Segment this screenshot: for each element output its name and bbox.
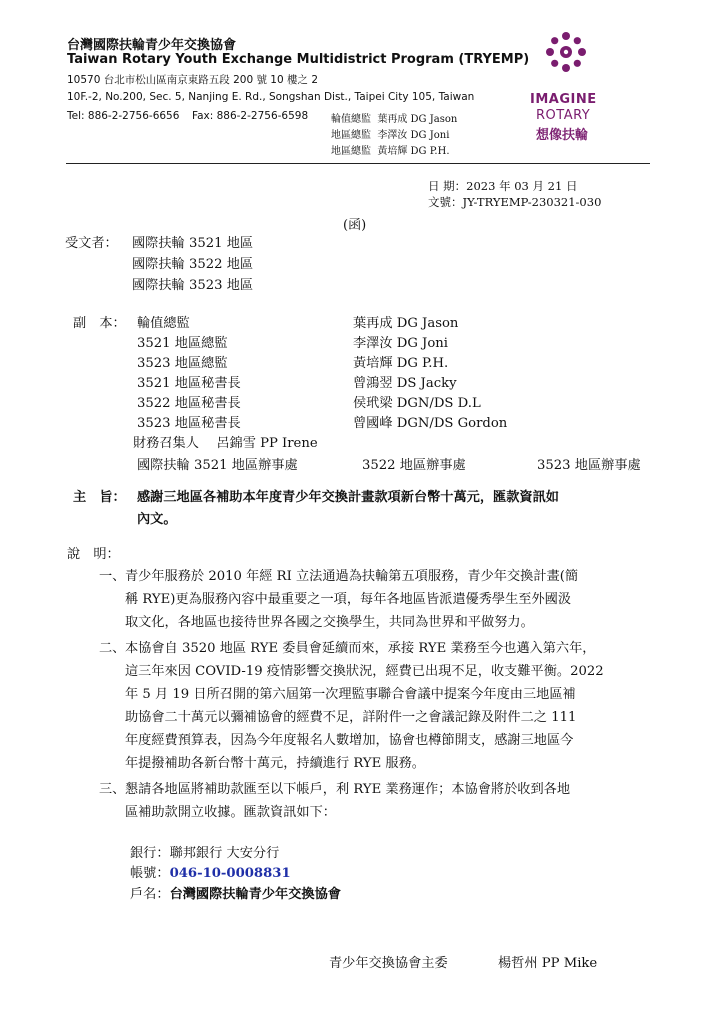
- rotary-wheel-icon: [544, 30, 588, 74]
- account-row: [130, 862, 291, 885]
- org-name-en: Taiwan Rotary Youth Exchange Multidistrict Program (TRYEMP): [67, 52, 530, 67]
- fax: Fax: 886-2-2756-6598: [192, 110, 309, 122]
- governor-name: 黃培輝 DG P.H.: [377, 146, 450, 157]
- governor-name: 葉再成 DG Jason: [377, 114, 458, 125]
- cc-title: 3521 地區秘書長: [137, 376, 241, 391]
- logo-line-zh: 想像扶輪: [536, 128, 589, 143]
- governor-row: [331, 142, 450, 157]
- cc-office: 3522 地區辦事處: [362, 458, 466, 473]
- account-number: 046-10-0008831: [169, 866, 291, 881]
- header-divider: [66, 163, 650, 164]
- cc-name: 曾鴻翌 DS Jacky: [353, 376, 457, 391]
- paragraph-line: 稱 RYE)更為服務內容中最重要之一項，每年各地區皆派遣優秀學生至外國汲: [125, 592, 572, 607]
- logo-line-rotary: ROTARY: [536, 108, 591, 123]
- governor-row: [331, 126, 449, 141]
- account-name-value: 台灣國際扶輪青少年交換協會: [169, 887, 341, 902]
- recipient-item: 國際扶輪 3521 地區: [132, 236, 254, 251]
- paragraph-line: 區補助款開立收據。匯款資訊如下：: [125, 805, 336, 820]
- paragraph-line: 這三年來因 COVID-19 疫情影響交換狀況，經費已出現不足，收支難平衡。2022: [125, 664, 604, 679]
- cc-office: 3523 地區辦事處: [537, 458, 641, 473]
- governor-row: [331, 110, 457, 125]
- address-en: 10F.-2, No.200, Sec. 5, Nanjing E. Rd., Songshan Dist., Taipei City 105, Taiwan: [67, 91, 475, 103]
- account-name-label: 戶名：: [130, 887, 170, 902]
- governor-title: 輪值總監: [331, 114, 371, 125]
- paragraph-line: 青少年服務於 2010 年經 RI 立法通過為扶輪第五項服務，青少年交換計畫(簡: [125, 569, 579, 584]
- logo-line-imagine: IMAGINE: [530, 92, 597, 107]
- cc-name: 李澤汝 DG Joni: [353, 336, 448, 351]
- paragraph-line: 年度經費預算表，因為今年度報名人數增加，協會也樽節開支，感謝三地區今: [125, 733, 574, 748]
- bank-label: 銀行：: [130, 846, 170, 861]
- org-name-zh: 台灣國際扶輪青少年交換協會: [67, 38, 237, 53]
- cc-name: 葉再成 DG Jason: [353, 316, 459, 331]
- cc-office: 國際扶輪 3521 地區辦事處: [137, 458, 298, 473]
- recipient-item: 國際扶輪 3523 地區: [132, 278, 254, 293]
- document-date: 日 期：2023 年 03 月 21 日: [428, 179, 578, 193]
- account-name-row: [130, 883, 341, 906]
- governor-title: 地區總監: [331, 146, 371, 157]
- item-number: 一、: [99, 569, 126, 584]
- cc-name: 曾國峰 DGN/DS Gordon: [353, 416, 508, 431]
- cc-title: 3523 地區秘書長: [137, 416, 241, 431]
- recipient-item: 國際扶輪 3522 地區: [132, 257, 254, 272]
- cc-name: 侯玳梁 DGN/DS D.L: [353, 396, 481, 411]
- paragraph-line: 年提撥補助各新台幣十萬元，持續進行 RYE 服務。: [125, 756, 425, 771]
- signature-name: 楊哲州 PP Mike: [498, 956, 598, 971]
- paragraph-line: 助協會二十萬元以彌補協會的經費不足，詳附件一之會議記錄及附件二之 111: [125, 710, 577, 725]
- signature-title: 青少年交換協會主委: [329, 956, 448, 971]
- cc-title: 輪值總監: [137, 316, 190, 331]
- address-zh: 10570 台北市松山區南京東路五段 200 號 10 樓之 2: [67, 74, 319, 86]
- cc-name: 黃培輝 DG P.H.: [353, 356, 449, 371]
- document-type: (函): [343, 218, 367, 233]
- subject-line: 內文。: [137, 512, 177, 527]
- subject-line: 感謝三地區各補助本年度青少年交換計畫款項新台幣十萬元，匯款資訊如: [137, 490, 559, 505]
- governor-title: 地區總監: [331, 130, 371, 141]
- paragraph-line: 年 5 月 19 日所召開的第六屆第一次理監事聯合會議中提案今年度由三地區補: [125, 687, 576, 702]
- explanation-label: 說 明：: [67, 547, 120, 562]
- telephone: Tel: 886-2-2756-6656: [67, 110, 180, 122]
- account-label: 帳號：: [130, 866, 170, 881]
- document-number: 文號：JY-TRYEMP-230321-030: [428, 195, 602, 209]
- item-number: 二、: [99, 641, 126, 656]
- governor-name: 李澤汝 DG Joni: [377, 130, 450, 141]
- cc-title: 3521 地區總監: [137, 336, 228, 351]
- paragraph-line: 取文化，各地區也接待世界各國之交換學生，共同為世界和平做努力。: [125, 615, 534, 630]
- paragraph-line: 本協會自 3520 地區 RYE 委員會延續而來，承接 RYE 業務至今也邁入第六年，: [125, 641, 596, 656]
- cc-finance: 財務召集人 呂錦雪 PP Irene: [133, 436, 318, 451]
- recipients-label: 受文者：: [65, 236, 118, 251]
- subject-label: 主 旨：: [73, 490, 126, 505]
- cc-label: 副 本：: [73, 316, 126, 331]
- cc-title: 3522 地區秘書長: [137, 396, 241, 411]
- paragraph-line: 懇請各地區將補助款匯至以下帳戶，利 RYE 業務運作；本協會將於收到各地: [125, 782, 571, 797]
- cc-title: 3523 地區總監: [137, 356, 228, 371]
- item-number: 三、: [99, 782, 126, 797]
- bank-value: 聯邦銀行 大安分行: [169, 846, 280, 861]
